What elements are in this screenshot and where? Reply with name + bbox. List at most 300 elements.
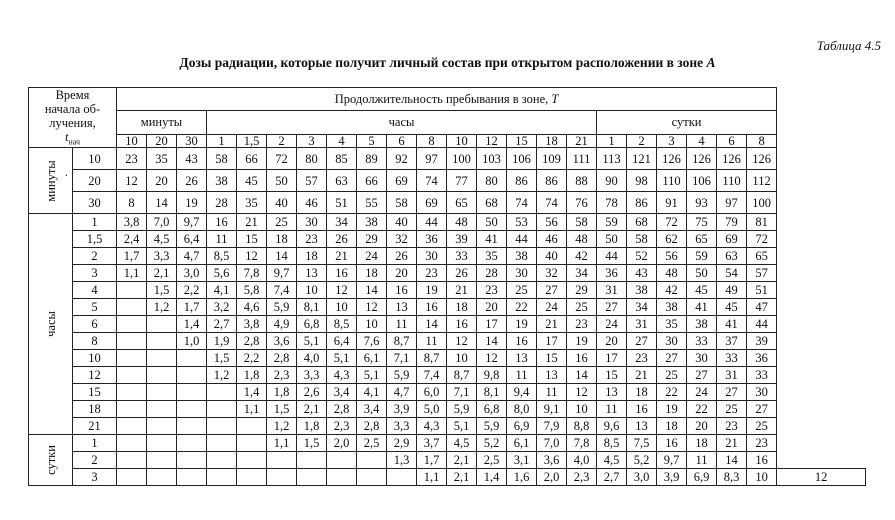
start-time-cell: 10 <box>73 350 117 367</box>
dose-cell: 2,0 <box>327 435 357 452</box>
dose-cell <box>147 367 177 384</box>
dose-cell: 27 <box>747 401 777 418</box>
dose-cell <box>237 418 267 435</box>
dose-cell: 1,9 <box>207 333 237 350</box>
dose-cell: 50 <box>267 170 297 192</box>
dose-cell: 126 <box>747 148 777 170</box>
dose-cell: 11 <box>597 401 627 418</box>
dose-cell: 18 <box>627 384 657 401</box>
dose-cell <box>177 367 207 384</box>
dose-cell <box>237 469 267 486</box>
table-row <box>29 248 866 265</box>
dose-cell: 8,5 <box>327 316 357 333</box>
dose-cell: 25 <box>507 282 537 299</box>
dose-cell: 100 <box>447 148 477 170</box>
dose-cell: 2,3 <box>327 418 357 435</box>
dose-cell: 19 <box>417 282 447 299</box>
dose-cell: 32 <box>387 231 417 248</box>
dose-cell: 13 <box>627 418 657 435</box>
dose-cell: 8,0 <box>507 401 537 418</box>
zone-letter: А <box>706 55 716 70</box>
dose-cell: 15 <box>537 350 567 367</box>
start-time-line2: начала об- <box>44 102 101 116</box>
start-time-cell: 2 <box>73 248 117 265</box>
dose-cell: 31 <box>597 282 627 299</box>
dose-cell: 65 <box>447 192 477 214</box>
duration-symbol: T <box>551 91 559 106</box>
dose-cell: 27 <box>537 282 567 299</box>
dose-cell: 69 <box>417 192 447 214</box>
dose-cell: 42 <box>657 282 687 299</box>
dose-cell: 1,0 <box>177 333 207 350</box>
dose-cell: 1,8 <box>237 367 267 384</box>
dose-cell: 16 <box>417 299 447 316</box>
start-time-cell: 10 <box>73 148 117 170</box>
dose-cell: 2,7 <box>597 469 627 486</box>
table-row <box>29 401 866 418</box>
start-time-cell: 3 <box>73 469 117 486</box>
dose-cell <box>177 350 207 367</box>
dose-cell: 88 <box>567 170 597 192</box>
dose-cell <box>117 350 147 367</box>
dose-cell: 35 <box>477 248 507 265</box>
column-header: 1 <box>207 134 237 148</box>
dose-cell: 126 <box>687 148 717 170</box>
dose-cell: 1,3 <box>387 452 417 469</box>
dose-cell: 100 <box>747 192 777 214</box>
dose-cell <box>207 384 237 401</box>
dose-cell <box>117 418 147 435</box>
dose-cell: 14 <box>717 452 747 469</box>
dose-cell: 8,3 <box>717 469 747 486</box>
dose-cell <box>237 452 267 469</box>
dose-cell: 9,1 <box>537 401 567 418</box>
dose-cell: 110 <box>657 170 687 192</box>
dose-cell: 2,7 <box>207 316 237 333</box>
dose-cell: 98 <box>627 170 657 192</box>
dose-cell <box>147 333 177 350</box>
dose-cell: 10 <box>567 401 597 418</box>
dose-cell: 6,8 <box>297 316 327 333</box>
dose-cell <box>147 469 177 486</box>
column-header: 4 <box>327 134 357 148</box>
row-group-hours <box>29 214 73 435</box>
dose-cell: 2,8 <box>357 418 387 435</box>
dose-cell: 8 <box>117 192 147 214</box>
dose-cell: 78 <box>597 192 627 214</box>
column-header: 6 <box>717 134 747 148</box>
dose-cell: 62 <box>657 231 687 248</box>
dose-cell: 21 <box>627 367 657 384</box>
dose-cell <box>147 316 177 333</box>
dose-cell: 16 <box>627 401 657 418</box>
dose-cell: 2,1 <box>147 265 177 282</box>
dose-cell <box>117 316 147 333</box>
dose-cell: 25 <box>567 299 597 316</box>
dose-cell: 9,4 <box>507 384 537 401</box>
dose-cell <box>207 452 237 469</box>
dose-cell: 4,5 <box>597 452 627 469</box>
dose-cell: 6,8 <box>477 401 507 418</box>
dose-cell: 12 <box>477 350 507 367</box>
table-row <box>29 214 866 231</box>
dose-cell: 3,2 <box>207 299 237 316</box>
dose-cell: 97 <box>417 148 447 170</box>
dose-cell: 40 <box>267 192 297 214</box>
dose-cell: 5,2 <box>477 435 507 452</box>
column-header: 15 <box>507 134 537 148</box>
dose-cell: 41 <box>717 316 747 333</box>
dose-cell: 26 <box>327 231 357 248</box>
dose-cell: 30 <box>417 248 447 265</box>
dose-cell: 23 <box>717 418 747 435</box>
table-row <box>29 418 866 435</box>
dose-cell: 23 <box>417 265 447 282</box>
dose-cell <box>147 384 177 401</box>
dose-cell: 9,7 <box>657 452 687 469</box>
dose-cell: 10 <box>357 316 387 333</box>
column-header: 3 <box>297 134 327 148</box>
dose-cell: 32 <box>537 265 567 282</box>
table-row <box>29 333 866 350</box>
dose-cell: 27 <box>687 367 717 384</box>
dose-cell <box>327 469 357 486</box>
start-time-cell: 15 <box>73 384 117 401</box>
dose-cell: 16 <box>447 316 477 333</box>
column-header: 8 <box>417 134 447 148</box>
dose-cell: 45 <box>237 170 267 192</box>
dose-cell: 30 <box>747 384 777 401</box>
dose-cell: 30 <box>297 214 327 231</box>
dose-cell: 12 <box>327 282 357 299</box>
dose-cell: 10 <box>447 350 477 367</box>
dose-cell: 19 <box>567 333 597 350</box>
dose-cell <box>117 384 147 401</box>
dose-cell: 1,2 <box>207 367 237 384</box>
dose-cell: 42 <box>567 248 597 265</box>
column-header: 1,5 <box>237 134 267 148</box>
dose-cell: 48 <box>447 214 477 231</box>
dose-cell: 59 <box>687 248 717 265</box>
column-header: 1 <box>597 134 627 148</box>
start-time-symbol: t <box>64 130 69 144</box>
dose-cell: 77 <box>447 170 477 192</box>
dose-cell: 41 <box>687 299 717 316</box>
dose-cell: 4,5 <box>447 435 477 452</box>
table-row <box>29 148 866 170</box>
dose-cell: 1,7 <box>417 452 447 469</box>
dose-cell: 8,5 <box>597 435 627 452</box>
table-row <box>29 231 866 248</box>
dose-cell: 33 <box>747 367 777 384</box>
dose-cell: 75 <box>687 214 717 231</box>
dose-cell: 6,4 <box>327 333 357 350</box>
dose-cell: 1,5 <box>267 401 297 418</box>
dose-cell: 10 <box>327 299 357 316</box>
minutes-column-group: минуты <box>117 111 207 135</box>
dose-cell: 54 <box>717 265 747 282</box>
dose-cell: 3,4 <box>357 401 387 418</box>
days-column-group: сутки <box>597 111 777 135</box>
dose-cell: 7,6 <box>357 333 387 350</box>
table-row <box>29 282 866 299</box>
dose-cell: 1,4 <box>237 384 267 401</box>
start-time-cell: 12 <box>73 367 117 384</box>
dose-cell: 22 <box>657 384 687 401</box>
dose-cell <box>207 469 237 486</box>
dose-cell: 4,6 <box>237 299 267 316</box>
dose-cell: 93 <box>687 192 717 214</box>
dose-cell: 7,1 <box>387 350 417 367</box>
dose-cell: 4,3 <box>327 367 357 384</box>
start-time-cell: 1 <box>73 435 117 452</box>
dose-cell: 24 <box>687 384 717 401</box>
dose-cell: 1,7 <box>117 248 147 265</box>
dose-cell: 58 <box>567 214 597 231</box>
column-header: 18 <box>537 134 567 148</box>
dose-cell <box>297 469 327 486</box>
start-time-cell: 20 <box>73 170 117 192</box>
dose-cell: 2,0 <box>537 469 567 486</box>
dose-cell: 55 <box>357 192 387 214</box>
dose-cell: 76 <box>567 192 597 214</box>
dose-cell: 14 <box>147 192 177 214</box>
dose-cell <box>267 452 297 469</box>
table-row <box>29 367 866 384</box>
dose-cell: 44 <box>747 316 777 333</box>
dose-cell: 58 <box>627 231 657 248</box>
dose-cell: 14 <box>267 248 297 265</box>
dose-cell: 57 <box>297 170 327 192</box>
minutes-group-mark: . <box>64 165 68 180</box>
dose-cell: 48 <box>657 265 687 282</box>
dose-cell: 51 <box>747 282 777 299</box>
dose-cell: 63 <box>327 170 357 192</box>
start-time-cell: 8 <box>73 333 117 350</box>
dose-cell: 13 <box>387 299 417 316</box>
dose-cell <box>117 333 147 350</box>
dose-cell: 5,1 <box>357 367 387 384</box>
column-header: 5 <box>357 134 387 148</box>
column-header: 2 <box>627 134 657 148</box>
dose-cell: 89 <box>357 148 387 170</box>
dose-cell <box>117 452 147 469</box>
dose-cell: 1,1 <box>417 469 447 486</box>
dose-cell: 25 <box>747 418 777 435</box>
dose-cell: 3,4 <box>327 384 357 401</box>
dose-cell: 9,8 <box>477 367 507 384</box>
dose-cell: 16 <box>657 435 687 452</box>
dose-cell: 18 <box>687 435 717 452</box>
dose-cell: 28 <box>207 192 237 214</box>
dose-cell <box>147 418 177 435</box>
dose-cell <box>117 367 147 384</box>
dose-cell: 26 <box>177 170 207 192</box>
dose-cell: 8,7 <box>387 333 417 350</box>
dose-cell: 1,5 <box>297 435 327 452</box>
dose-cell: 58 <box>207 148 237 170</box>
dose-cell: 7,0 <box>147 214 177 231</box>
dose-cell: 18 <box>267 231 297 248</box>
start-time-cell: 30 <box>73 192 117 214</box>
dose-cell: 111 <box>567 148 597 170</box>
dose-cell: 5,9 <box>447 401 477 418</box>
dose-cell: 51 <box>327 192 357 214</box>
dose-cell <box>357 452 387 469</box>
dose-cell: 65 <box>747 248 777 265</box>
dose-cell: 86 <box>507 170 537 192</box>
table-row <box>29 192 866 214</box>
dose-cell: 91 <box>657 192 687 214</box>
dose-cell: 2,8 <box>327 401 357 418</box>
start-time-cell: 6 <box>73 316 117 333</box>
dose-cell: 1,4 <box>177 316 207 333</box>
dose-cell: 1,8 <box>267 384 297 401</box>
dose-cell: 8,7 <box>447 367 477 384</box>
dose-cell: 43 <box>627 265 657 282</box>
dose-cell: 10 <box>747 469 777 486</box>
dose-cell: 24 <box>357 248 387 265</box>
dose-cell: 2,2 <box>237 350 267 367</box>
column-header: 12 <box>477 134 507 148</box>
dose-cell: 36 <box>597 265 627 282</box>
dose-cell: 28 <box>477 265 507 282</box>
column-header: 21 <box>567 134 597 148</box>
dose-cell: 21 <box>717 435 747 452</box>
dose-cell: 74 <box>507 192 537 214</box>
dose-cell: 46 <box>297 192 327 214</box>
dose-cell: 2,1 <box>447 469 477 486</box>
dose-cell: 30 <box>687 350 717 367</box>
dose-cell: 13 <box>537 367 567 384</box>
dose-cell: 1,1 <box>117 265 147 282</box>
dose-cell: 7,8 <box>237 265 267 282</box>
dose-cell: 5,9 <box>477 418 507 435</box>
dose-cell: 25 <box>267 214 297 231</box>
dose-cell: 4,7 <box>387 384 417 401</box>
dose-cell: 40 <box>387 214 417 231</box>
dose-cell: 4,9 <box>267 316 297 333</box>
dose-cell: 17 <box>537 333 567 350</box>
dose-cell: 24 <box>597 316 627 333</box>
dose-cell: 15 <box>237 231 267 248</box>
dose-cell: 20 <box>687 418 717 435</box>
dose-cell: 1,8 <box>297 418 327 435</box>
dose-cell: 2,5 <box>477 452 507 469</box>
dose-cell: 3,0 <box>627 469 657 486</box>
start-time-line1: Время <box>55 88 90 102</box>
dose-cell: 38 <box>627 282 657 299</box>
dose-cell: 8,7 <box>417 350 447 367</box>
dose-cell: 27 <box>657 350 687 367</box>
table-row <box>29 435 866 452</box>
dose-cell: 38 <box>357 214 387 231</box>
dose-cell <box>117 282 147 299</box>
dose-cell: 43 <box>177 148 207 170</box>
dose-cell: 92 <box>387 148 417 170</box>
dose-cell: 1,7 <box>177 299 207 316</box>
dose-cell: 18 <box>297 248 327 265</box>
dose-cell: 3,9 <box>387 401 417 418</box>
dose-cell: 44 <box>597 248 627 265</box>
dose-cell: 5,1 <box>447 418 477 435</box>
row-group-days-label: сутки <box>43 445 58 476</box>
dose-cell <box>327 452 357 469</box>
dose-cell: 18 <box>447 299 477 316</box>
dose-cell: 16 <box>207 214 237 231</box>
dose-cell: 6,9 <box>507 418 537 435</box>
dose-cell: 45 <box>687 282 717 299</box>
dose-cell: 19 <box>507 316 537 333</box>
dose-cell: 126 <box>717 148 747 170</box>
dose-cell: 1,2 <box>267 418 297 435</box>
dose-cell: 86 <box>627 192 657 214</box>
dose-cell: 2,9 <box>387 435 417 452</box>
dose-cell: 3,8 <box>237 316 267 333</box>
dose-cell: 2,2 <box>177 282 207 299</box>
dose-cell: 2,6 <box>297 384 327 401</box>
dose-cell: 15 <box>597 367 627 384</box>
dose-cell: 66 <box>237 148 267 170</box>
dose-cell: 69 <box>717 231 747 248</box>
column-header: 4 <box>687 134 717 148</box>
dose-cell: 81 <box>747 214 777 231</box>
dose-cell: 3,8 <box>117 214 147 231</box>
dose-cell: 26 <box>447 265 477 282</box>
dose-cell: 36 <box>417 231 447 248</box>
dose-cell: 7,0 <box>537 435 567 452</box>
dose-cell: 6,0 <box>417 384 447 401</box>
dose-cell <box>117 299 147 316</box>
dose-cell: 2,1 <box>297 401 327 418</box>
dose-cell: 19 <box>657 401 687 418</box>
dose-cell <box>207 418 237 435</box>
dose-cell: 44 <box>507 231 537 248</box>
dose-cell: 7,4 <box>417 367 447 384</box>
dose-cell: 39 <box>447 231 477 248</box>
dose-cell: 7,4 <box>267 282 297 299</box>
dose-cell: 2,3 <box>267 367 297 384</box>
dose-cell: 1,1 <box>237 401 267 418</box>
dose-cell: 7,9 <box>537 418 567 435</box>
column-header: 10 <box>447 134 477 148</box>
dose-cell: 4,3 <box>417 418 447 435</box>
dose-cell: 112 <box>747 170 777 192</box>
dose-cell: 5,0 <box>417 401 447 418</box>
dose-cell: 1,5 <box>207 350 237 367</box>
dose-cell: 27 <box>627 333 657 350</box>
dose-cell: 45 <box>717 299 747 316</box>
dose-cell: 50 <box>687 265 717 282</box>
dose-cell <box>177 418 207 435</box>
dose-cell: 3,6 <box>537 452 567 469</box>
dose-cell: 22 <box>687 401 717 418</box>
dose-cell: 5,6 <box>207 265 237 282</box>
dose-cell: 12 <box>357 299 387 316</box>
dose-cell: 41 <box>477 231 507 248</box>
dose-cell: 11 <box>687 452 717 469</box>
dose-cell: 85 <box>327 148 357 170</box>
dose-cell: 5,9 <box>267 299 297 316</box>
dose-cell: 65 <box>687 231 717 248</box>
start-time-cell: 21 <box>73 418 117 435</box>
dose-cell: 8,1 <box>477 384 507 401</box>
dose-cell <box>267 469 297 486</box>
table-row <box>29 469 866 486</box>
dose-cell: 68 <box>627 214 657 231</box>
dose-cell: 12 <box>777 469 866 486</box>
dose-cell: 11 <box>507 367 537 384</box>
